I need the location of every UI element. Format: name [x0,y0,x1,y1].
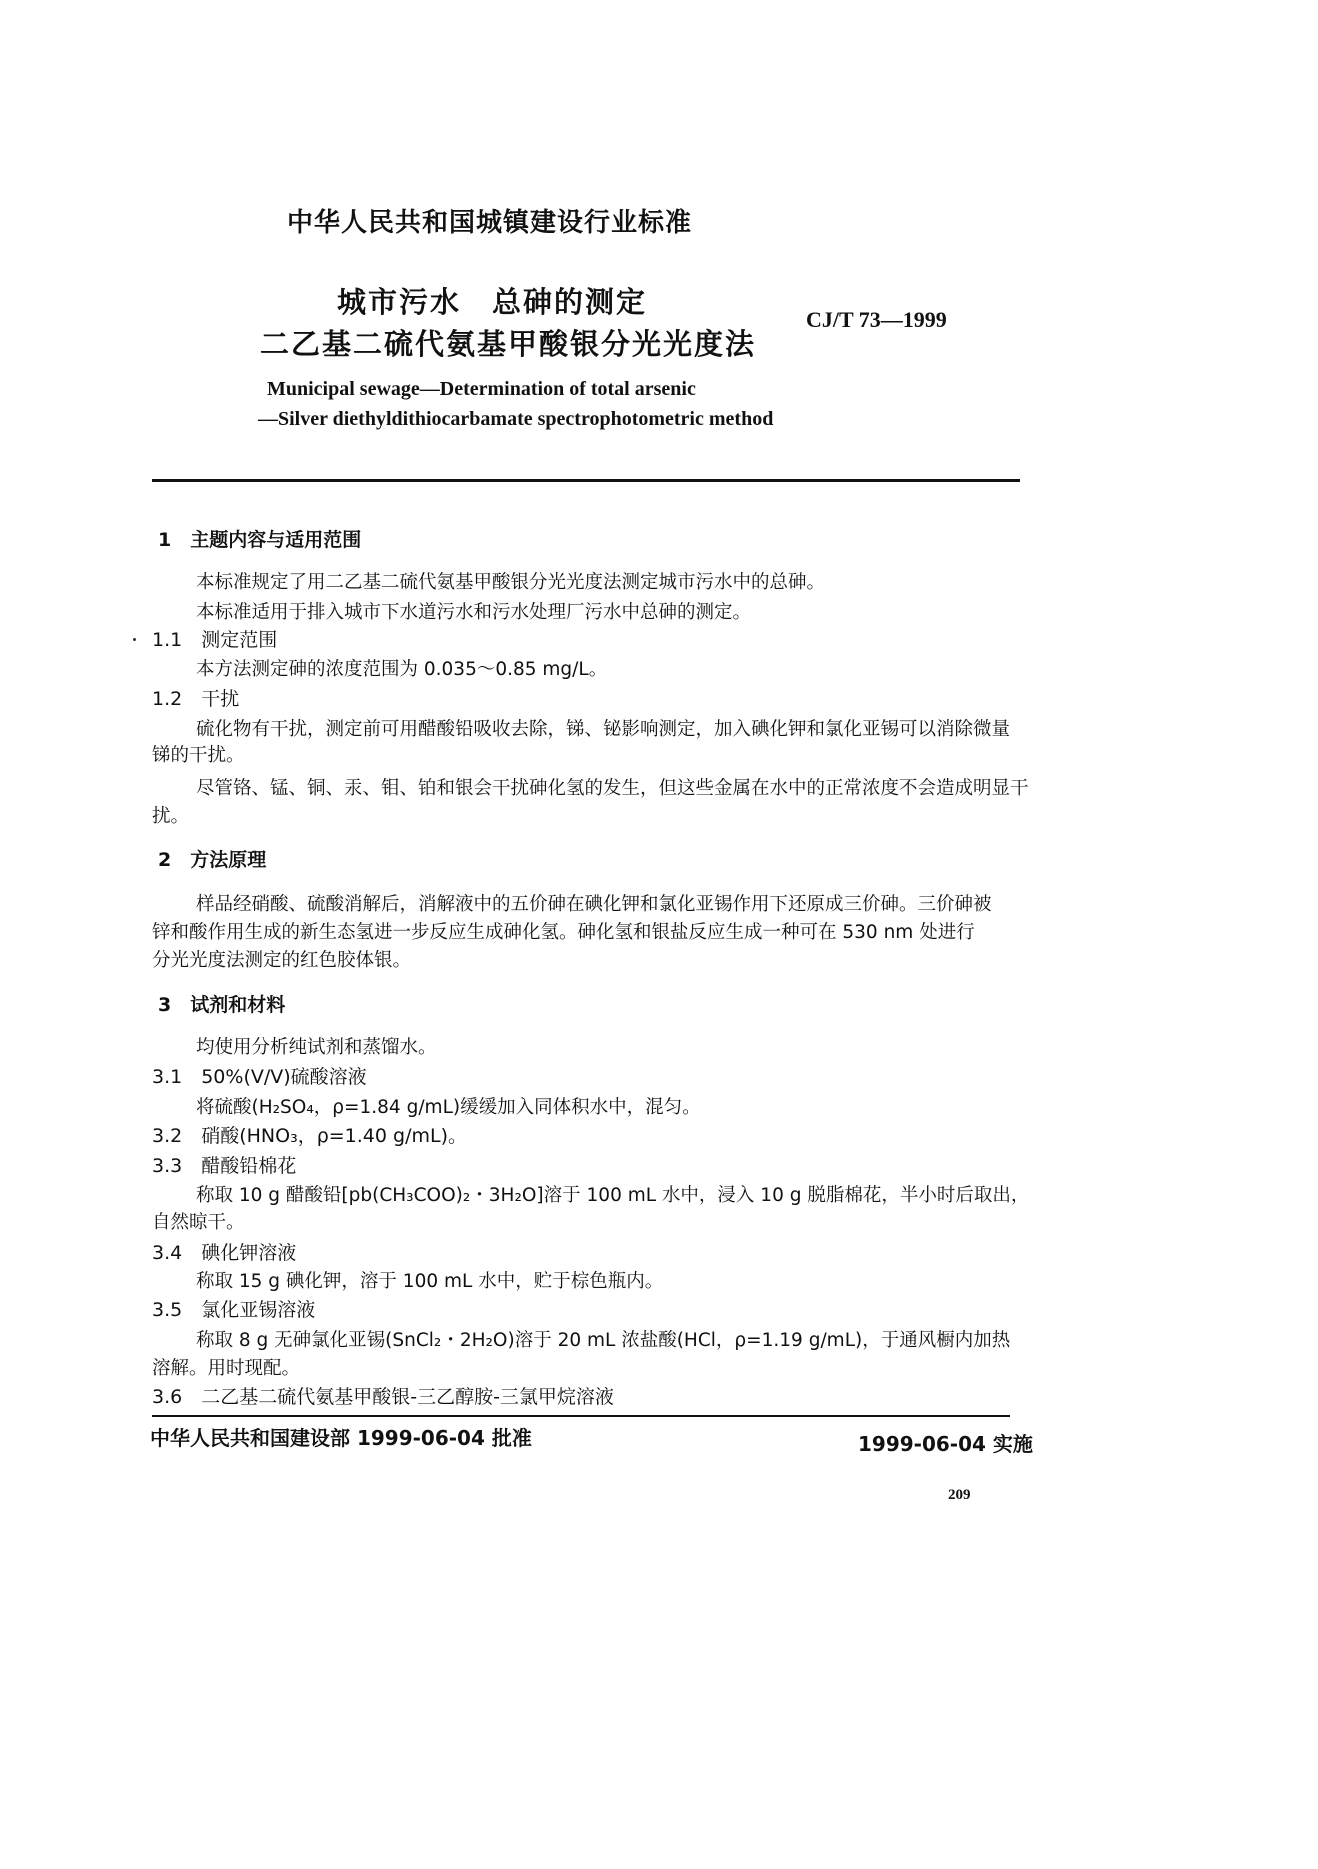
section-3-3-text-b: 自然晾干。 [152,1212,245,1233]
section-1-2-paragraph-1a: 硫化物有干扰，测定前可用醋酸铅吸收去除，锑、铋影响测定，加入碘化钾和氯化亚锡可以消除微量 [196,719,1011,740]
section-3-3-heading: 3.3 醋酸铅棉花 [152,1155,297,1177]
section-3-heading: 3 试剂和材料 [158,994,286,1016]
section-1-heading: 1 主题内容与适用范围 [158,529,362,551]
standard-body-heading: 中华人民共和国城镇建设行业标准 [287,208,693,238]
section-2-line-3: 分光光度法测定的红色胶体银。 [152,950,412,971]
section-3-3-text-a: 称取 10 g 醋酸铅[pb(CH₃COO)₂・3H₂O]溶于 100 mL 水中，浸入 10 g 脱脂棉花，半小时后取出， [196,1185,1030,1206]
title-line-2: 二乙基二硫代氨基甲酸银分光光度法 [260,327,757,361]
section-1-paragraph-1: 本标准规定了用二乙基二硫代氨基甲酸银分光光度法测定城市污水中的总砷。 [196,572,826,593]
section-3-5-heading: 3.5 氯化亚锡溶液 [152,1299,316,1321]
section-3-5-text-b: 溶解。用时现配。 [152,1358,301,1379]
english-title-line-1: Municipal sewage—Determination of total arsenic [267,378,696,400]
section-3-intro: 均使用分析纯试剂和蒸馏水。 [196,1037,437,1058]
section-1-2-heading: 1.2 干扰 [152,688,240,710]
section-3-1-heading: 3.1 50%(V/V)硫酸溶液 [152,1066,367,1088]
title-line-1: 城市污水 总砷的测定 [337,285,648,319]
scan-speck [133,638,136,641]
section-1-1-heading: 1.1 测定范围 [152,629,278,651]
section-1-2-paragraph-1b: 锑的干扰。 [152,745,245,766]
section-1-2-paragraph-2a: 尽管铬、锰、铜、汞、钼、铂和银会干扰砷化氢的发生，但这些金属在水中的正常浓度不会造成明显干 [196,778,1029,799]
section-2-heading: 2 方法原理 [158,849,267,871]
footer-divider [152,1415,1010,1417]
section-3-6-heading: 3.6 二乙基二硫代氨基甲酸银-三乙醇胺-三氯甲烷溶液 [152,1386,614,1408]
section-2-line-1: 样品经硝酸、硫酸消解后，消解液中的五价砷在碘化钾和氯化亚锡作用下还原成三价砷。三价砷被 [196,894,992,915]
section-3-4-text: 称取 15 g 碘化钾，溶于 100 mL 水中，贮于棕色瓶内。 [196,1271,664,1292]
effective-date: 1999-06-04 实施 [858,1432,1033,1456]
approval-info: 中华人民共和国建设部 1999-06-04 批准 [150,1426,532,1450]
section-3-2-heading: 3.2 硝酸(HNO₃，ρ=1.40 g/mL)。 [152,1125,467,1147]
section-3-1-text: 将硫酸(H₂SO₄，ρ=1.84 g/mL)缓缓加入同体积水中，混匀。 [196,1097,701,1118]
page-number: 209 [948,1487,971,1503]
section-1-1-text: 本方法测定砷的浓度范围为 0.035～0.85 mg/L。 [196,659,608,680]
section-1-2-paragraph-2b: 扰。 [152,806,190,827]
english-title-line-2: —Silver diethyldithiocarbamate spectrophotometric method [258,408,774,430]
header-divider [152,479,1020,482]
standard-code: CJ/T 73—1999 [806,307,947,332]
section-3-4-heading: 3.4 碘化钾溶液 [152,1242,297,1264]
section-2-line-2: 锌和酸作用生成的新生态氢进一步反应生成砷化氢。砷化氢和银盐反应生成一种可在 530 nm 处进行 [152,922,975,943]
section-3-5-text-a: 称取 8 g 无砷氯化亚锡(SnCl₂・2H₂O)溶于 20 mL 浓盐酸(HCl，ρ=1.19 g/mL)，于通风橱内加热 [196,1330,1011,1351]
section-1-paragraph-2: 本标准适用于排入城市下水道污水和污水处理厂污水中总砷的测定。 [196,602,752,623]
